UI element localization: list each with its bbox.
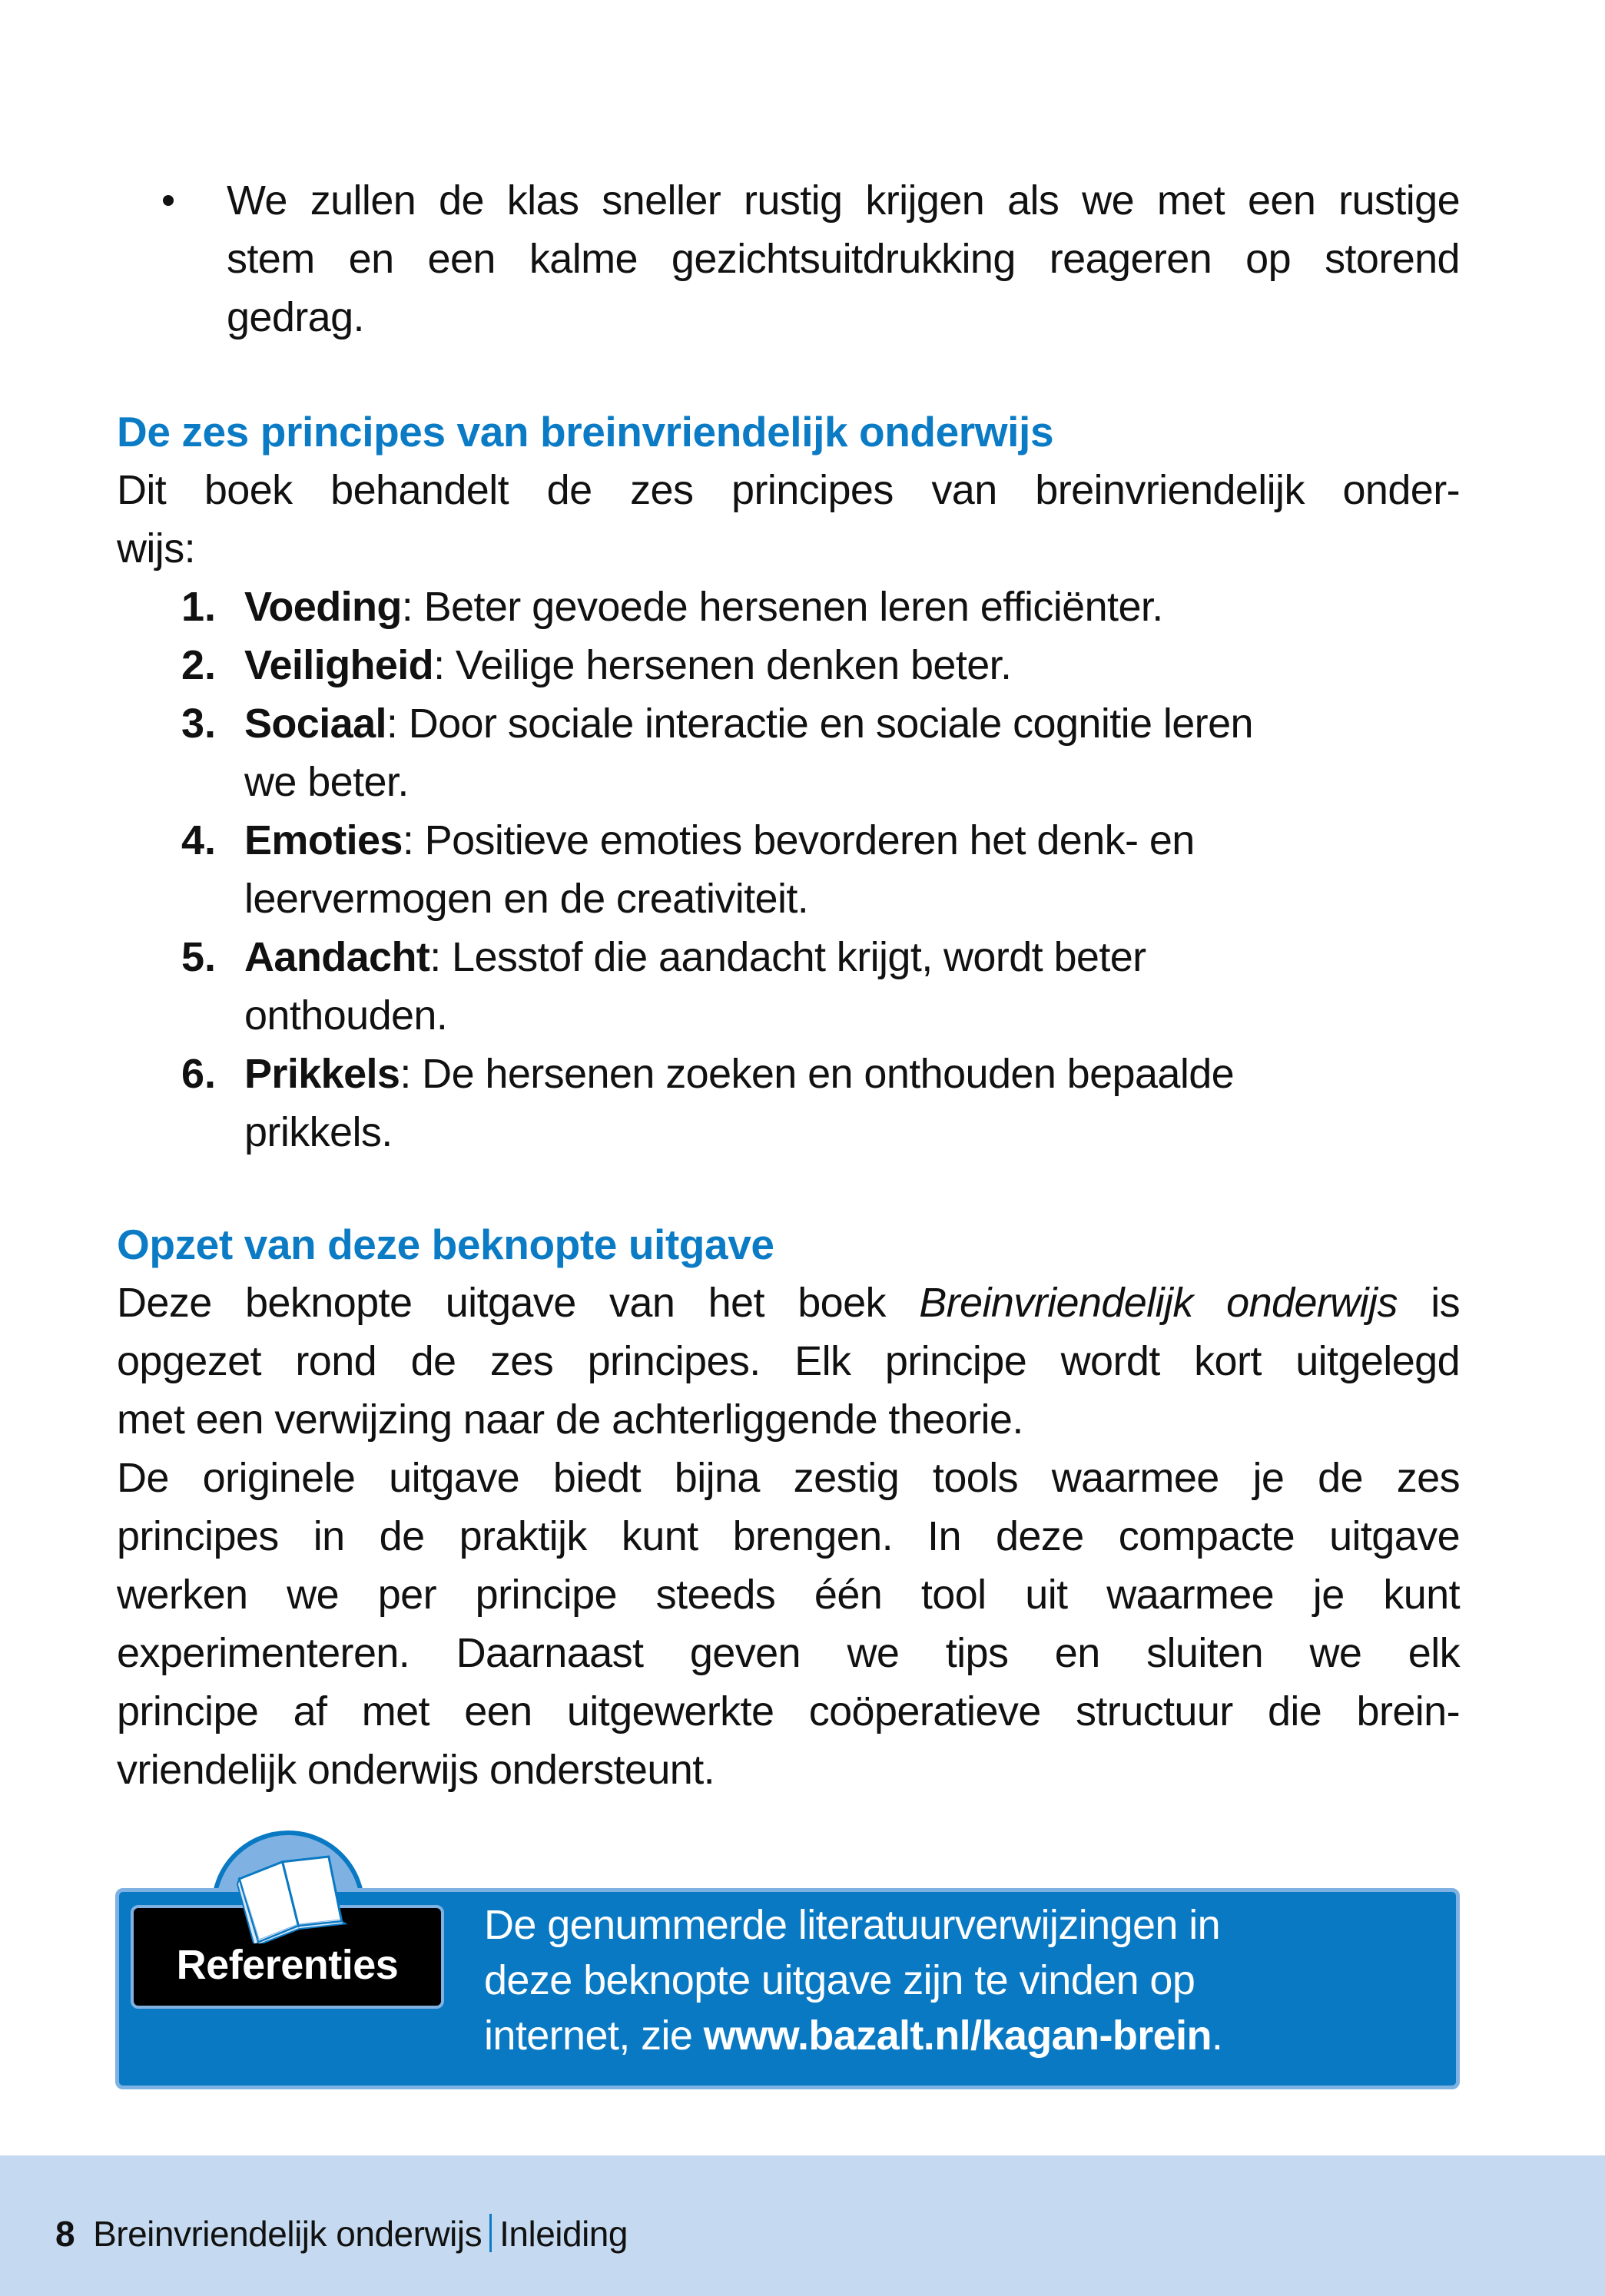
item-line	[244, 811, 1458, 870]
body-line: De originele uitgave biedt bijna zestig tools waarmee je de zes	[117, 1455, 1460, 1501]
item-term: Voeding	[244, 584, 402, 630]
references-line: De genummerde literatuurverwijzingen in	[484, 1902, 1221, 1948]
body-line	[117, 1274, 1460, 1332]
page-number: 8	[55, 2214, 75, 2254]
body-line: principes in de praktijk kunt brengen. In deze compacte uitgave	[117, 1513, 1460, 1559]
text-run: Deze beknopte uitgave van het boek	[117, 1280, 920, 1326]
footer-book-title: Breinvriendelijk onderwijs	[93, 2214, 482, 2254]
body-line: wijs:	[117, 525, 195, 572]
body-line: Dit boek behandelt de zes principes van breinvriendelijk onder-	[117, 467, 1460, 513]
references-link[interactable]: www.bazalt.nl/kagan-brein	[703, 2013, 1212, 2059]
text-run: .	[1211, 2013, 1223, 2059]
references-text	[484, 1897, 1444, 2063]
text-run: is	[1397, 1280, 1460, 1326]
body-line: opgezet rond de zes principes. Elk principe wordt kort uitgelegd	[117, 1338, 1460, 1384]
bullet-line: stem en een kalme gezichtsuitdrukking reageren op storend	[227, 236, 1460, 282]
item-number: 4.	[181, 817, 217, 863]
references-line	[484, 2008, 1444, 2063]
text-run: internet, zie	[484, 2013, 704, 2059]
item-line: onthouden.	[244, 992, 448, 1039]
body-line: principe af met een uitgewerkte coöperatieve structuur die brein-	[117, 1688, 1460, 1734]
item-line: prikkels.	[244, 1109, 393, 1155]
item-number: 3.	[181, 701, 217, 747]
open-book-icon	[230, 1844, 353, 1943]
item-term: Emoties	[244, 817, 403, 863]
item-line: we beter.	[244, 759, 409, 805]
item-line	[244, 636, 1458, 694]
item-term: Prikkels	[244, 1051, 400, 1097]
item-line	[244, 578, 1458, 636]
footer-separator	[489, 2214, 492, 2252]
item-line: leervermogen en de creativiteit.	[244, 876, 809, 922]
references-line: deze beknopte uitgave zijn te vinden op	[484, 1957, 1195, 2003]
section-heading: Opzet van deze beknopte uitgave	[117, 1221, 774, 1268]
item-line	[244, 928, 1458, 986]
item-number: 5.	[181, 934, 217, 980]
references-label: Referenties	[131, 1905, 444, 2009]
item-line	[244, 1045, 1458, 1103]
item-description: : Positieve emoties bevorderen het denk- en	[402, 817, 1195, 863]
book-title-italic: Breinvriendelijk onderwijs	[919, 1280, 1398, 1326]
item-description: : Veilige hersenen denken beter.	[433, 642, 1012, 688]
item-term: Veiligheid	[244, 642, 434, 688]
item-number: 1.	[181, 584, 217, 630]
item-term: Sociaal	[244, 701, 386, 747]
item-number: 2.	[181, 642, 217, 688]
body-line: met een verwijzing naar de achterliggende theorie.	[117, 1396, 1023, 1443]
item-line	[244, 694, 1458, 753]
footer-chapter: Inleiding	[499, 2214, 628, 2254]
running-footer	[55, 2211, 628, 2257]
bullet-dot-icon	[163, 195, 174, 206]
body-line: vriendelijk onderwijs ondersteunt.	[117, 1747, 715, 1793]
item-number: 6.	[181, 1051, 217, 1097]
bullet-line: We zullen de klas sneller rustig krijgen als we met een rustige	[227, 177, 1460, 224]
item-description: : Door sociale interactie en sociale cognitie leren	[386, 701, 1253, 747]
section-heading: De zes principes van breinvriendelijk onderwijs	[117, 408, 1054, 456]
body-line: experimenteren. Daarnaast geven we tips en sluiten we elk	[117, 1630, 1460, 1676]
item-description: : De hersenen zoeken en onthouden bepaalde	[400, 1051, 1235, 1097]
item-term: Aandacht	[244, 934, 430, 980]
bullet-line: gedrag.	[227, 294, 364, 340]
item-description: : Beter gevoede hersenen leren efficiënter.	[401, 584, 1163, 630]
body-line: werken we per principe steeds één tool uit waarmee je kunt	[117, 1572, 1460, 1618]
item-description: : Lesstof die aandacht krijgt, wordt beter	[429, 934, 1146, 980]
